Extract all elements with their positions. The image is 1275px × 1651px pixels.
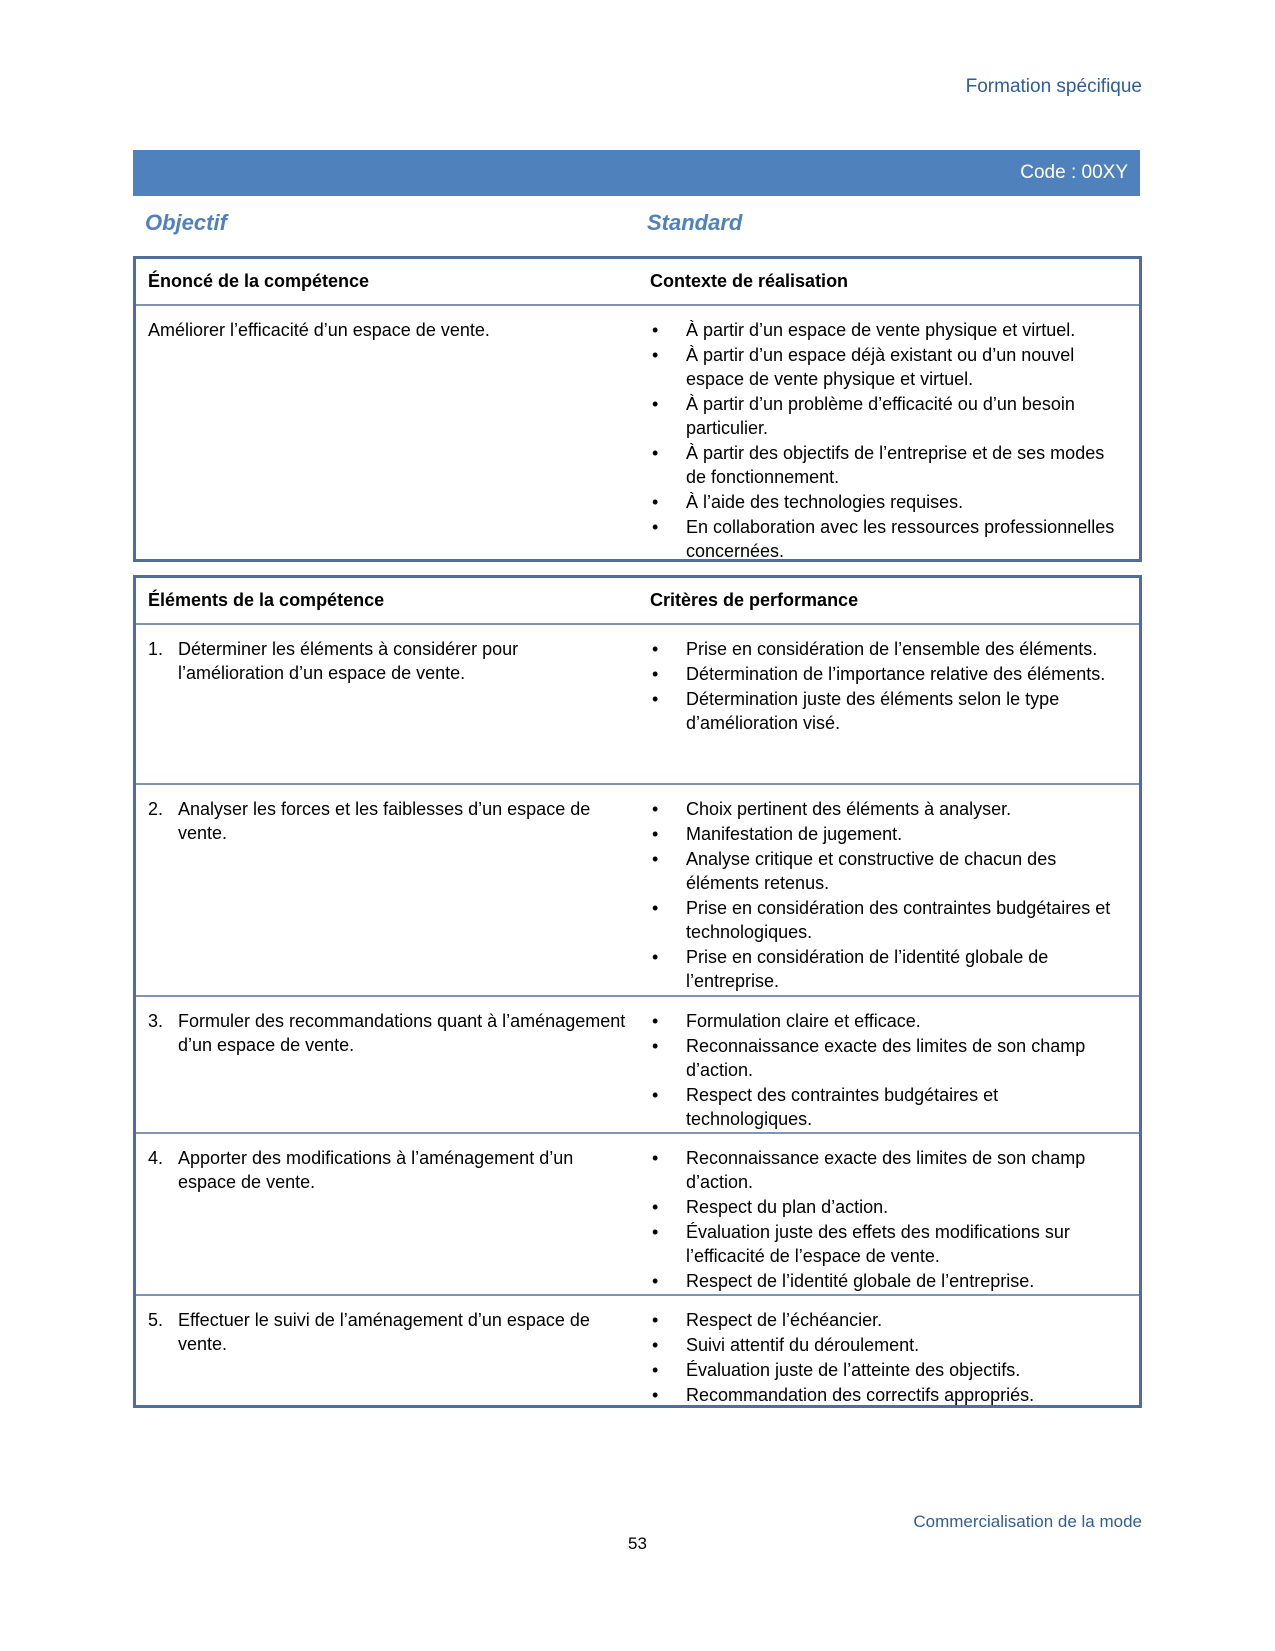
list-item: • Évaluation juste des effets des modifications sur l’efficacité de l’espace de vente. [650, 1220, 1128, 1268]
list-item: • Respect de l’échéancier. [650, 1308, 1128, 1332]
element-text: Effectuer le suivi de l’aménagement d’un espace de vente. [178, 1310, 590, 1354]
criteria-list [650, 1146, 1128, 1294]
element-number: 2. [148, 799, 164, 819]
list-item: • Détermination juste des éléments selon le type d’amélioration visé. [650, 687, 1128, 735]
table-header [136, 578, 1139, 625]
element-cell [148, 797, 628, 845]
running-header: Formation spécifique [965, 76, 1142, 97]
table-row [136, 1134, 1139, 1296]
objective-title: Objectif [145, 210, 227, 235]
page-number: 53 [628, 1534, 647, 1553]
list-item: • Prise en considération de l’ensemble des éléments. [650, 637, 1128, 661]
competency-code: Code : 00XY [1020, 162, 1128, 183]
list-item: • Reconnaissance exacte des limites de son champ d’action. [650, 1146, 1128, 1194]
element-cell [148, 1308, 628, 1356]
element-number: 1. [148, 639, 164, 659]
context-column-header: Contexte de réalisation [650, 271, 849, 291]
list-item: • En collaboration avec les ressources professionnelles concernées. [650, 515, 1128, 563]
table-row [136, 785, 1139, 997]
list-item: • Détermination de l’importance relative des éléments. [650, 662, 1128, 686]
list-item: • Choix pertinent des éléments à analyser. [650, 797, 1128, 821]
list-item: • À partir d’un problème d’efficacité ou d’un besoin particulier. [650, 392, 1128, 440]
criteria-column-header: Critères de performance [650, 590, 859, 610]
list-item: • Formulation claire et efficace. [650, 1009, 1128, 1033]
element-number: 3. [148, 1011, 164, 1031]
list-item: • À partir d’un espace de vente physique et virtuel. [650, 318, 1128, 342]
table-row [136, 625, 1139, 785]
list-item: • Respect des contraintes budgétaires et technologiques. [650, 1083, 1128, 1131]
table-header [136, 259, 1139, 306]
competency-statement-table [133, 256, 1142, 562]
standard-title: Standard [647, 210, 743, 235]
elements-column-header: Éléments de la compétence [148, 590, 385, 610]
statement-column-header: Énoncé de la compétence [148, 271, 370, 291]
list-item: • Recommandation des correctifs appropriés. [650, 1383, 1128, 1407]
element-cell [148, 1146, 628, 1194]
criteria-list [650, 1308, 1128, 1408]
list-item: • Suivi attentif du déroulement. [650, 1333, 1128, 1357]
list-item: • Manifestation de jugement. [650, 822, 1128, 846]
table-row [136, 1296, 1139, 1411]
table-row [136, 306, 1139, 561]
list-item: • Respect du plan d’action. [650, 1195, 1128, 1219]
list-item: • À partir des objectifs de l’entreprise et de ses modes de fonctionnement. [650, 441, 1128, 489]
table-row [136, 997, 1139, 1134]
list-item: • Évaluation juste de l’atteinte des objectifs. [650, 1358, 1128, 1382]
element-text: Déterminer les éléments à considérer pour l’amélioration d’un espace de vente. [178, 639, 519, 683]
list-item: • Analyse critique et constructive de chacun des éléments retenus. [650, 847, 1128, 895]
criteria-list [650, 637, 1128, 736]
list-item: • Prise en considération de l’identité globale de l’entreprise. [650, 945, 1128, 993]
list-item: • À partir d’un espace déjà existant ou d’un nouvel espace de vente physique et virtuel. [650, 343, 1128, 391]
context-list [650, 318, 1128, 564]
competency-statement [148, 318, 628, 342]
statement-text: Améliorer l’efficacité d’un espace de vente. [148, 320, 490, 340]
criteria-list [650, 797, 1128, 994]
list-item: • À l’aide des technologies requises. [650, 490, 1128, 514]
code-banner [133, 150, 1140, 196]
list-item: • Respect de l’identité globale de l’entreprise. [650, 1269, 1128, 1293]
element-cell [148, 637, 628, 685]
list-item: • Reconnaissance exacte des limites de son champ d’action. [650, 1034, 1128, 1082]
element-text: Formuler des recommandations quant à l’aménagement d’un espace de vente. [178, 1011, 626, 1055]
program-footer: Commercialisation de la mode [913, 1512, 1142, 1531]
element-cell [148, 1009, 628, 1057]
element-text: Analyser les forces et les faiblesses d’un espace de vente. [178, 799, 591, 843]
section-titles [133, 210, 1140, 240]
element-number: 4. [148, 1148, 164, 1168]
criteria-list [650, 1009, 1128, 1132]
element-number: 5. [148, 1310, 164, 1330]
element-text: Apporter des modifications à l’aménagement d’un espace de vente. [178, 1148, 574, 1192]
performance-criteria-table [133, 575, 1142, 1408]
list-item: • Prise en considération des contraintes budgétaires et technologiques. [650, 896, 1128, 944]
